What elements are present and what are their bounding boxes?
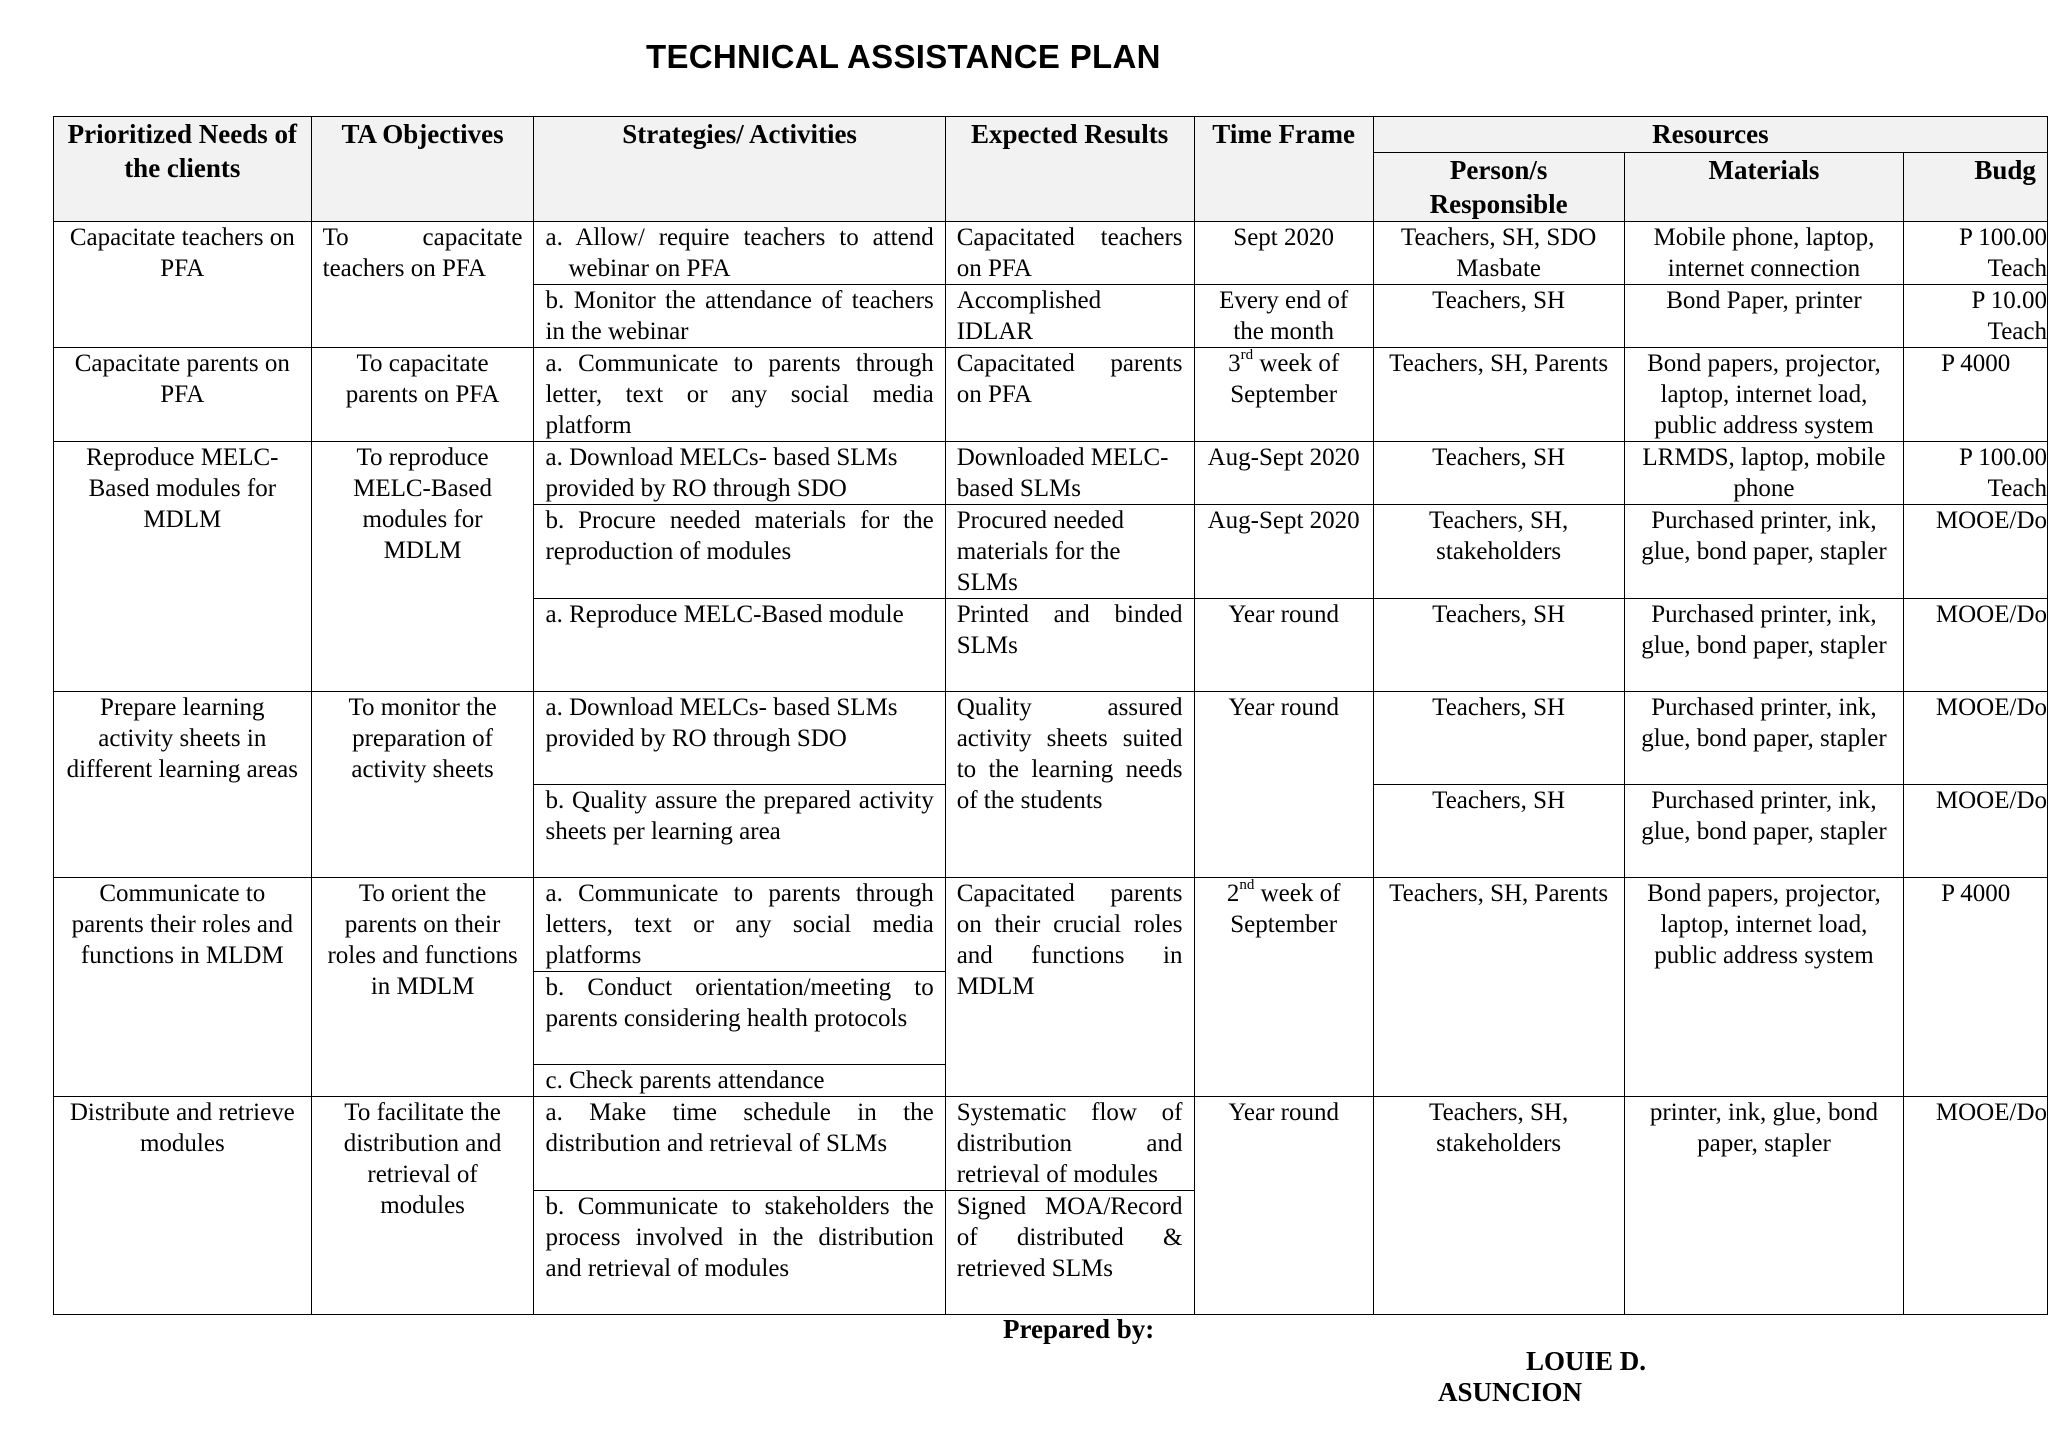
result-cell: Accomplished IDLAR xyxy=(945,285,1194,348)
materials-cell: Purchased printer, ink, glue, bond paper, stapler xyxy=(1624,599,1904,692)
budget-cell: P 4000 xyxy=(1904,348,2048,442)
materials-cell: printer, ink, glue, bond paper, stapler xyxy=(1624,1097,1904,1315)
need-cell: Capacitate teachers on PFA xyxy=(54,222,312,348)
strategy-cell: a. Reproduce MELC-Based module xyxy=(534,599,945,692)
materials-cell: Mobile phone, laptop, internet connection xyxy=(1624,222,1904,285)
budget-cell: MOOE/Do xyxy=(1904,785,2048,878)
result-cell: Printed and binded SLMs xyxy=(945,599,1194,692)
budget-cell: MOOE/Do xyxy=(1904,1097,2048,1315)
header-needs: Prioritized Needs of the clients xyxy=(54,117,312,222)
time-cell: Sept 2020 xyxy=(1194,222,1373,285)
strategy-cell: a. Communicate to parents through letters, text or any social media platforms xyxy=(534,878,945,972)
persons-cell: Teachers, SH xyxy=(1373,692,1624,785)
strategy-cell: b. Procure needed materials for the reproduction of modules xyxy=(534,505,945,599)
strategy-cell: a. Communicate to parents through letter, text or any social media platform xyxy=(534,348,945,442)
time-cell xyxy=(1194,878,1373,1097)
persons-cell: Teachers, SH, SDO Masbate xyxy=(1373,222,1624,285)
result-cell: Capacitated parents on PFA xyxy=(945,348,1194,442)
preparer-name-line2: ASUNCION xyxy=(1438,1377,1583,1407)
table-row xyxy=(54,1097,2048,1191)
persons-cell: Teachers, SH, Parents xyxy=(1373,878,1624,1097)
header-budget: Budg xyxy=(1904,153,2048,222)
need-cell: Capacitate parents on PFA xyxy=(54,348,312,442)
persons-cell: Teachers, SH, stakeholders xyxy=(1373,1097,1624,1315)
time-suffix: nd xyxy=(1239,877,1255,893)
strategy-cell: a. Allow/ require teachers to attend webinar on PFA xyxy=(534,222,945,285)
need-cell: Reproduce MELC-Based modules for MDLM xyxy=(54,442,312,692)
preparer-signature-block xyxy=(1438,1346,1668,1408)
table-row xyxy=(54,692,2048,785)
budget-cell: MOOE/Do xyxy=(1904,505,2048,599)
objective-cell: To capacitate parents on PFA xyxy=(311,348,534,442)
technical-assistance-table xyxy=(53,116,2048,1315)
header-time-frame: Time Frame xyxy=(1194,117,1373,222)
result-cell: Downloaded MELC-based SLMs xyxy=(945,442,1194,505)
table-row xyxy=(54,348,2048,442)
table-row xyxy=(54,878,2048,972)
time-number: 2 xyxy=(1226,880,1240,907)
header-objectives: TA Objectives xyxy=(311,117,534,222)
strategy-cell: a. Make time schedule in the distribution and retrieval of SLMs xyxy=(534,1097,945,1191)
table-row xyxy=(54,222,2048,285)
persons-cell: Teachers, SH, stakeholders xyxy=(1373,505,1624,599)
result-cell: Capacitated parents on their crucial roles and functions in MDLM xyxy=(945,878,1194,1097)
need-cell: Distribute and retrieve modules xyxy=(54,1097,312,1315)
materials-cell: Bond Paper, printer xyxy=(1624,285,1904,348)
time-cell: Year round xyxy=(1194,1097,1373,1315)
strategy-cell: a. Download MELCs- based SLMs provided by RO through SDO xyxy=(534,442,945,505)
result-cell: Procured needed materials for the SLMs xyxy=(945,505,1194,599)
result-cell: Signed MOA/Record of distributed & retrieved SLMs xyxy=(945,1191,1194,1315)
strategy-cell: b. Quality assure the prepared activity sheets per learning area xyxy=(534,785,945,878)
objective-cell: To reproduce MELC-Based modules for MDLM xyxy=(311,442,534,692)
materials-cell: Purchased printer, ink, glue, bond paper, stapler xyxy=(1624,692,1904,785)
time-cell: Every end of the month xyxy=(1194,285,1373,348)
strategy-cell: b. Communicate to stakeholders the process involved in the distribution and retrieval of modules xyxy=(534,1191,945,1315)
strategy-cell: c. Check parents attendance xyxy=(534,1065,945,1097)
need-cell: Communicate to parents their roles and functions in MLDM xyxy=(54,878,312,1097)
objective-cell: To capacitate teachers on PFA xyxy=(311,222,534,348)
budget-cell: P 100.00 Teach xyxy=(1904,442,2048,505)
persons-cell: Teachers, SH, Parents xyxy=(1373,348,1624,442)
objective-cell: To monitor the preparation of activity sheets xyxy=(311,692,534,878)
time-cell xyxy=(1194,348,1373,442)
time-rest: week of September xyxy=(1230,350,1340,408)
result-cell: Quality assured activity sheets suited to the learning needs of the students xyxy=(945,692,1194,878)
materials-cell: Bond papers, projector, laptop, internet load, public address system xyxy=(1624,348,1904,442)
preparer-name-line1: LOUIE D. xyxy=(1526,1346,1647,1376)
persons-cell: Teachers, SH xyxy=(1373,785,1624,878)
persons-cell: Teachers, SH xyxy=(1373,442,1624,505)
objective-cell: To orient the parents on their roles and functions in MDLM xyxy=(311,878,534,1097)
header-resources: Resources xyxy=(1373,117,2047,153)
header-materials: Materials xyxy=(1624,153,1904,222)
strategy-cell: b. Conduct orientation/meeting to parents considering health protocols xyxy=(534,972,945,1065)
persons-cell: Teachers, SH xyxy=(1373,285,1624,348)
time-number: 3 xyxy=(1228,350,1241,377)
budget-cell: P 100.00 Teach xyxy=(1904,222,2048,285)
time-cell: Year round xyxy=(1194,599,1373,692)
persons-cell: Teachers, SH xyxy=(1373,599,1624,692)
header-strategies: Strategies/ Activities xyxy=(534,117,945,222)
table-row xyxy=(54,442,2048,505)
materials-cell: LRMDS, laptop, mobile phone xyxy=(1624,442,1904,505)
objective-cell: To facilitate the distribution and retrieval of modules xyxy=(311,1097,534,1315)
time-cell: Aug-Sept 2020 xyxy=(1194,442,1373,505)
budget-cell: P 4000 xyxy=(1904,878,2048,1097)
time-suffix: rd xyxy=(1240,347,1254,363)
budget-cell: MOOE/Do xyxy=(1904,599,2048,692)
document-title: TECHNICAL ASSISTANCE PLAN xyxy=(646,38,1161,75)
materials-cell: Purchased printer, ink, glue, bond paper, stapler xyxy=(1624,505,1904,599)
budget-cell: MOOE/Do xyxy=(1904,692,2048,785)
result-cell: Capacitated teachers on PFA xyxy=(945,222,1194,285)
result-cell: Systematic flow of distribution and retrieval of modules xyxy=(945,1097,1194,1191)
header-persons-responsible: Person/s Responsible xyxy=(1373,153,1624,222)
materials-cell: Bond papers, projector, laptop, internet load, public address system xyxy=(1624,878,1904,1097)
materials-cell: Purchased printer, ink, glue, bond paper, stapler xyxy=(1624,785,1904,878)
budget-cell: P 10.00 Teach xyxy=(1904,285,2048,348)
strategy-cell: a. Download MELCs- based SLMs provided by RO through SDO xyxy=(534,692,945,785)
time-cell: Year round xyxy=(1194,692,1373,878)
prepared-by-label: Prepared by: xyxy=(1003,1314,1155,1344)
time-rest: week of September xyxy=(1230,880,1341,938)
strategy-cell: b. Monitor the attendance of teachers in the webinar xyxy=(534,285,945,348)
header-expected-results: Expected Results xyxy=(945,117,1194,222)
time-cell: Aug-Sept 2020 xyxy=(1194,505,1373,599)
need-cell: Prepare learning activity sheets in different learning areas xyxy=(54,692,312,878)
